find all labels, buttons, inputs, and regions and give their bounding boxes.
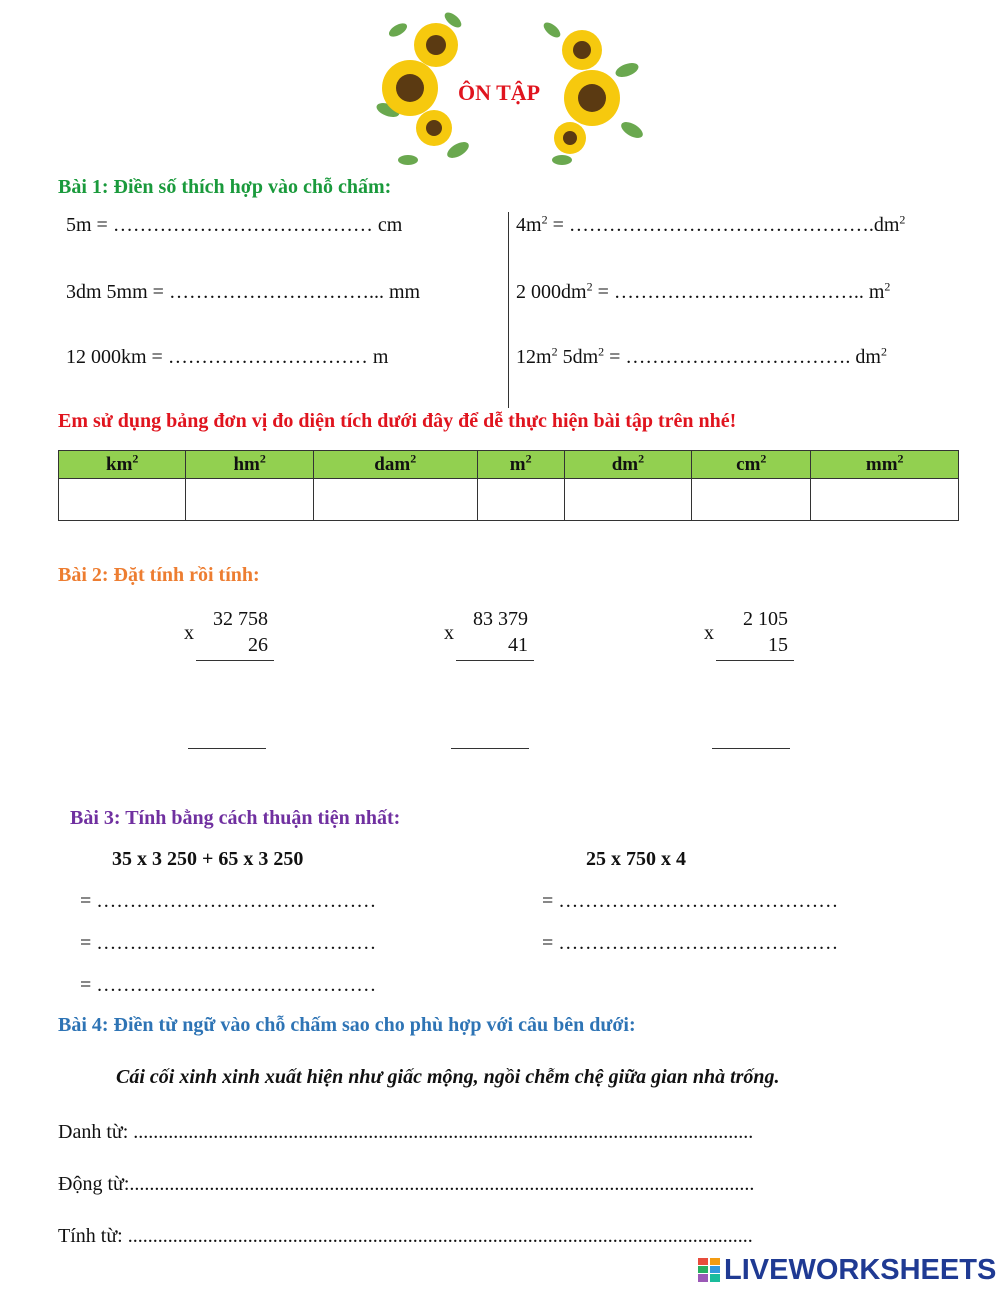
blank[interactable]: ............................................................................................................................ (133, 1121, 754, 1143)
bai3-expression-1: 35 x 3 250 + 65 x 3 250 (112, 848, 304, 870)
table-cell[interactable] (313, 479, 477, 521)
table-cell[interactable] (186, 479, 313, 521)
bai1-right-1[interactable]: $4m^2$ = $\dots\dots\dots\dots\dots\dots\dots\dots\dots\dots\dots\dots\dots\dots\dots.dm^2$ (516, 212, 906, 236)
bai1-right-3[interactable]: $12m^2$ $5dm^2$ = ……………………………. $dm^2$ (516, 344, 887, 368)
bai3-expression-2: 25 x 750 x 4 (586, 848, 686, 870)
answer-line-2[interactable] (451, 748, 529, 749)
bai4-sentence: Cái cối xinh xinh xuất hiện như giấc mộng, ngồi chễm chệ giữa gian nhà trống. (116, 1066, 780, 1088)
table-cell[interactable] (477, 479, 564, 521)
bai1-heading: Bài 1: Điền số thích hợp vào chỗ chấm: (58, 176, 392, 198)
units-table (58, 450, 959, 521)
unit-km: $km^2$ (59, 451, 186, 479)
hint-text: Em sử dụng bảng đơn vị đo diện tích dưới đây để dễ thực hiện bài tập trên nhé! (58, 410, 737, 432)
bai3-answer-line[interactable]: = …………………………………… (80, 890, 377, 912)
multiplication-3: x 2 105 15 (704, 608, 804, 668)
bai3-answer-line[interactable]: = …………………………………… (80, 932, 377, 954)
table-cell[interactable] (811, 479, 959, 521)
blank[interactable]: …………………………... mm (168, 281, 421, 303)
table-cell[interactable] (564, 479, 691, 521)
bai1-left-2: 3dm 5mm = …………………………... mm (66, 281, 421, 303)
unit-mm: $mm^2$ (811, 451, 959, 479)
blank[interactable]: ………………………………… cm (112, 214, 403, 236)
table-cell[interactable] (59, 479, 186, 521)
column-divider (508, 212, 509, 408)
bai4-row-danh-tu: Danh từ: ............................................................................................................................ (58, 1121, 754, 1143)
bai1-right-2[interactable]: 2 $000dm^2$ = ……………………………….. $m^2$ (516, 279, 891, 303)
bai3-answer-line[interactable]: = …………………………………… (80, 974, 377, 996)
bai1-left-3: 12 000km = ………………………… m (66, 346, 389, 368)
liveworksheets-logo-icon (698, 1258, 720, 1282)
page-title: ÔN TẬP (458, 80, 541, 105)
blank[interactable]: ............................................................................................................................. (127, 1225, 753, 1247)
bai3-answer-line[interactable]: = …………………………………… (542, 932, 839, 954)
unit-dm: $dm^2$ (564, 451, 691, 479)
bai1-left-1: 5m = ………………………………… cm (66, 214, 403, 236)
answer-line-3[interactable] (712, 748, 790, 749)
bai4-row-tinh-tu: Tính từ: ............................................................................................................................. (58, 1225, 753, 1247)
blank[interactable]: ............................................................................................................................. (129, 1173, 755, 1195)
blank[interactable]: ………………………… m (167, 346, 389, 368)
unit-cm: $cm^2$ (692, 451, 811, 479)
bai4-heading: Bài 4: Điền từ ngữ vào chỗ chấm sao cho phù hợp với câu bên dưới: (58, 1014, 636, 1036)
answer-line-1[interactable] (188, 748, 266, 749)
bai4-row-dong-tu: Động từ:............................................................................................................................. (58, 1173, 755, 1195)
unit-dam: dam$^2$ (313, 451, 477, 479)
multiplication-1: x 32 758 26 (184, 608, 284, 668)
table-cell[interactable] (692, 479, 811, 521)
unit-hm: $hm^2$ (186, 451, 313, 479)
unit-m: $m^2$ (477, 451, 564, 479)
bai3-heading: Bài 3: Tính bằng cách thuận tiện nhất: (70, 807, 401, 829)
bai3-answer-line[interactable]: = …………………………………… (542, 890, 839, 912)
bai2-heading: Bài 2: Đặt tính rồi tính: (58, 564, 260, 586)
sunflower-right-icon (532, 10, 652, 180)
multiplication-2: x 83 379 41 (444, 608, 544, 668)
